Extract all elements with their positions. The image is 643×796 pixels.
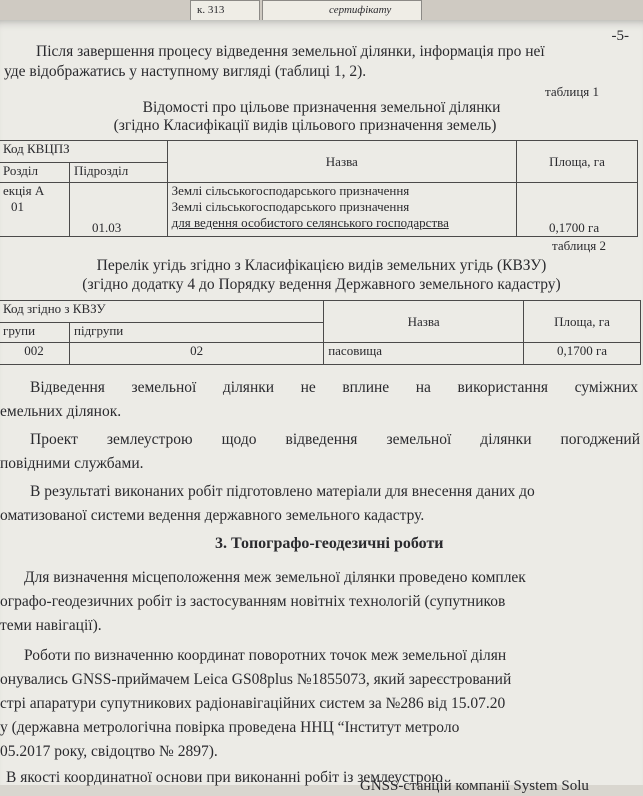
underlying-text: к. 313 bbox=[197, 4, 225, 16]
intro-line: уде відображатись у наступному вигляді (таблиці 1, 2). bbox=[4, 63, 367, 80]
underlying-text: сертифікату bbox=[329, 4, 392, 16]
cell-text: Землі сільськогосподарського призначення bbox=[171, 183, 410, 198]
paragraph-line: Роботи по визначенню координат поворотних точок меж земельної ділян bbox=[24, 647, 507, 664]
table-title-line: (згідно додатку 4 до Порядку ведення Державного земельного кадастру) bbox=[82, 276, 561, 293]
header-cell: Назва bbox=[324, 301, 524, 343]
table-label: таблиця 1 bbox=[545, 84, 600, 99]
header-cell: Площа, га bbox=[524, 301, 641, 343]
paragraph-line: Відведення земельної ділянки не вплине на використання суміжних bbox=[30, 379, 638, 396]
paragraph-line: повідними службами. bbox=[0, 455, 144, 472]
paragraph-line: В результаті виконаних робіт підготовлено матеріали для внесення даних до bbox=[30, 483, 535, 500]
table-title-line: Відомості про цільове призначення земельної ділянки bbox=[142, 99, 501, 116]
paragraph-line: В якості координатної основи при виконанні робіт із землеустрою bbox=[6, 769, 443, 786]
header-cell: підгрупи bbox=[70, 323, 324, 343]
table-cell bbox=[70, 183, 168, 237]
table-title-line: Перелік угідь згідно з Класифікацією видів земельних угідь (КВЗУ) bbox=[96, 257, 547, 274]
table-cell: 002 bbox=[0, 343, 70, 365]
header-cell: Код згідно з КВЗУ bbox=[0, 301, 324, 323]
document-page bbox=[0, 20, 643, 794]
header-cell: Площа, га bbox=[517, 141, 638, 183]
table-title bbox=[0, 256, 643, 276]
table-kvtspz bbox=[0, 140, 638, 237]
cell-text: 01.03 bbox=[92, 220, 122, 235]
paragraph-line: Для визначення місцеположення меж земельної ділянки проведено комплек bbox=[24, 569, 526, 586]
paragraph-line: онувались GNSS-приймачем Leica GS08plus №1855073, який зареєстрований bbox=[0, 671, 512, 688]
cell-text: Землі сільськогосподарського призначення bbox=[171, 199, 410, 214]
header-cell: Підрозділ bbox=[70, 163, 168, 183]
paragraph-line: теми навігації). bbox=[0, 617, 102, 634]
paragraph-line: оматизованої системи ведення державного земельного кадастру. bbox=[0, 507, 425, 524]
cell-text: для ведення особистого селянського господарства bbox=[171, 215, 449, 230]
table-title-line: (згідно Класифікації видів цільового призначення земель) bbox=[113, 117, 497, 134]
table-cell: 02 bbox=[70, 343, 324, 365]
page-number: -5- bbox=[611, 28, 629, 44]
table-cell bbox=[0, 183, 70, 237]
cell-text: 01 bbox=[11, 199, 24, 214]
header-cell: групи bbox=[0, 323, 70, 343]
section-heading: 3. Топографо-геодезичні роботи bbox=[215, 535, 444, 552]
cell-text: екція А bbox=[3, 183, 45, 198]
table-title bbox=[0, 116, 610, 136]
header-cell: Розділ bbox=[0, 163, 70, 183]
table-cell bbox=[167, 183, 516, 237]
header-cell: Код КВЦПЗ bbox=[0, 141, 167, 163]
table-cell bbox=[517, 183, 638, 237]
header-cell: Назва bbox=[167, 141, 516, 183]
paragraph-line: Проект землеустрою щодо відведення земельної ділянки погоджений bbox=[30, 431, 640, 448]
paragraph-line: стрі апаратури супутникових радіонавігаційних систем за №286 від 15.07.20 bbox=[0, 695, 506, 712]
paragraph-line: у (державна метрологічна повірка проведена ННЦ “Інститут метроло bbox=[0, 719, 460, 736]
table-cell: 0,1700 га bbox=[524, 343, 641, 365]
paragraph-line: 05.2017 року, свідоцтво № 2897). bbox=[0, 743, 218, 760]
table-title bbox=[0, 98, 643, 118]
cell-text: 0,1700 га bbox=[549, 220, 600, 235]
table-cell: пасовища bbox=[324, 343, 524, 365]
table-kvzu bbox=[0, 300, 641, 365]
intro-line: Після завершення процесу відведення земельної ділянки, інформація про неї bbox=[36, 43, 545, 60]
table-title bbox=[0, 275, 643, 295]
table-label: таблиця 2 bbox=[552, 238, 607, 253]
paragraph-line: емельних ділянок. bbox=[0, 403, 122, 420]
paragraph-line: ографо-геодезичних робіт із застосуванням новітніх технологій (супутников bbox=[0, 593, 506, 610]
paragraph-line: GNSS-станцій компанії System Solu bbox=[360, 778, 589, 794]
